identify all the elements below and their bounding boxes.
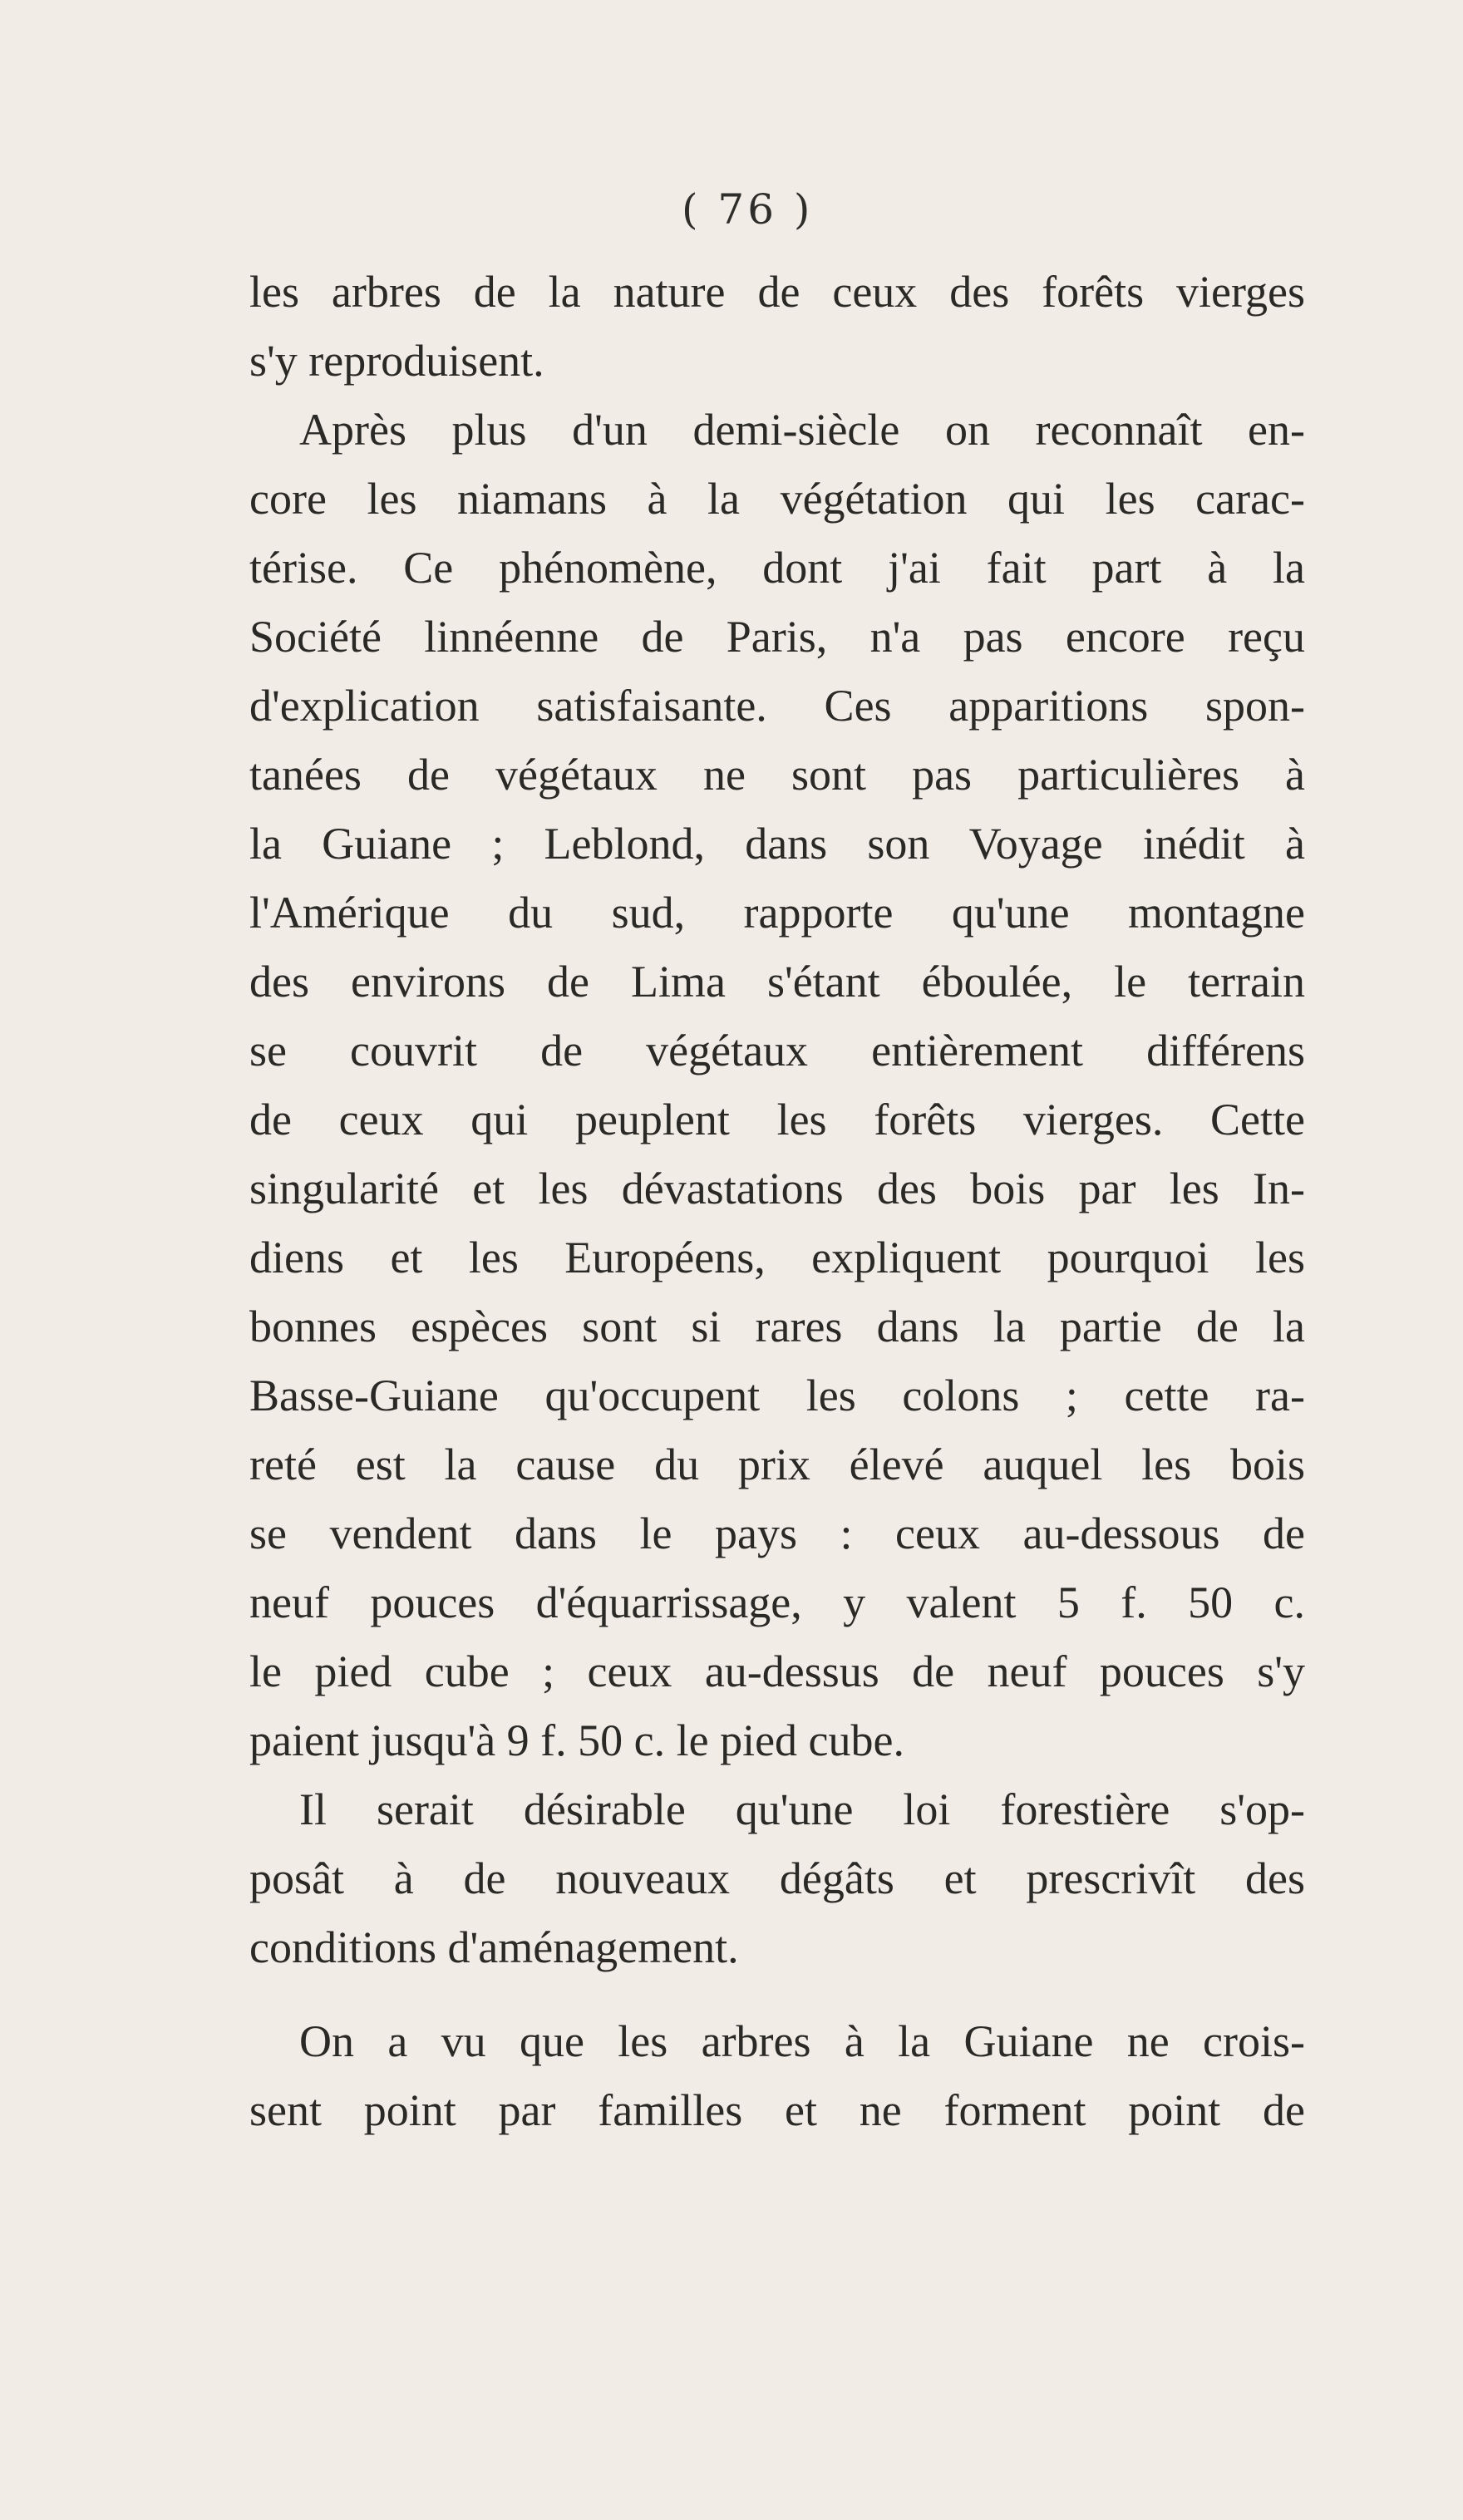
text-line: d'explication satisfaisante. Ces apparitions spon- [249, 681, 1305, 731]
text-line: posât à de nouveaux dégâts et prescrivît des [249, 1853, 1305, 1903]
paragraph-first-line: Après plus d'un demi-siècle on reconnaît en- [299, 405, 1305, 455]
text-line: des environs de Lima s'étant éboulée, le terrain [249, 957, 1305, 1007]
text-line: Basse-Guiane qu'occupent les colons ; cette ra- [249, 1371, 1305, 1420]
text-line: le pied cube ; ceux au-dessus de neuf pouces s'y [249, 1646, 1305, 1696]
text-line: core les niamans à la végétation qui les carac- [249, 474, 1305, 524]
text-line: la Guiane ; Leblond, dans son Voyage inédit à [249, 819, 1305, 869]
text-line: bonnes espèces sont si rares dans la partie de la [249, 1302, 1305, 1351]
text-line: se vendent dans le pays : ceux au-dessous de [249, 1509, 1305, 1558]
text-line: singularité et les dévastations des bois par les In- [249, 1164, 1305, 1213]
paragraph-first-line: Il serait désirable qu'une loi forestière s'op- [299, 1784, 1305, 1834]
paragraph-first-line: On a vu que les arbres à la Guiane ne crois- [299, 2016, 1305, 2066]
text-line: l'Amérique du sud, rapporte qu'une montagne [249, 888, 1305, 938]
body-text [249, 258, 1305, 2145]
text-line: s'y reproduisent. [249, 336, 544, 386]
text-line: les arbres de la nature de ceux des forêts vierges [249, 267, 1305, 317]
text-line: de ceux qui peuplent les forêts vierges. Cette [249, 1095, 1305, 1144]
text-line: neuf pouces d'équarrissage, y valent 5 f. 50 c. [249, 1577, 1305, 1627]
text-line: tanées de végétaux ne sont pas particulières à [249, 750, 1305, 800]
text-line: sent point par familles et ne forment point de [249, 2085, 1305, 2135]
text-line: Société linnéenne de Paris, n'a pas encore reçu [249, 612, 1305, 662]
text-line: reté est la cause du prix élevé auquel les bois [249, 1440, 1305, 1489]
paragraph-gap [249, 1982, 1305, 2007]
text-line: conditions d'aménagement. [249, 1922, 739, 1972]
text-line: diens et les Européens, expliquent pourquoi les [249, 1233, 1305, 1282]
page-number: ( 76 ) [682, 185, 814, 234]
text-line: térise. Ce phénomène, dont j'ai fait part à la [249, 543, 1305, 593]
text-line: se couvrit de végétaux entièrement différens [249, 1026, 1305, 1075]
text-line: paient jusqu'à 9 f. 50 c. le pied cube. [249, 1715, 904, 1765]
